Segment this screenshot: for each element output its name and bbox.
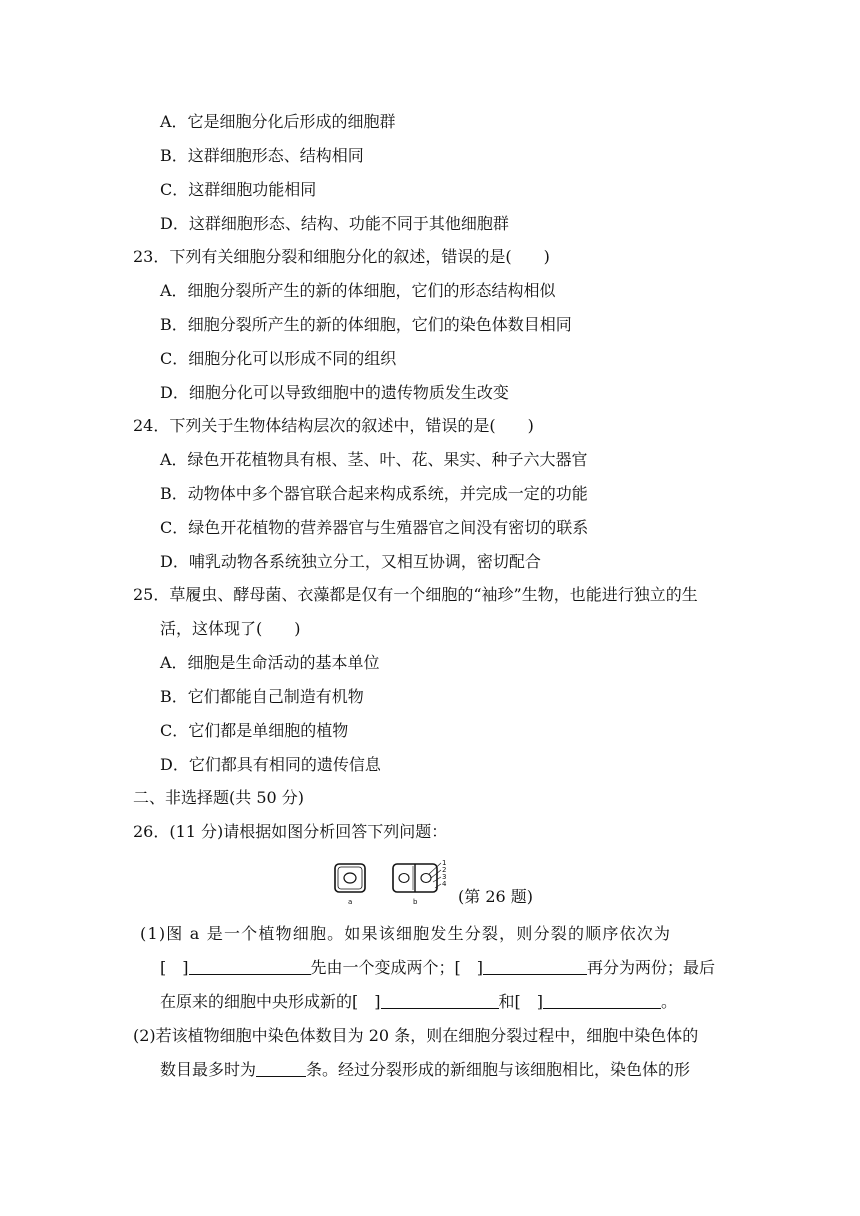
pointer-line-2 (431, 870, 441, 878)
q23-option-a: A．细胞分裂所产生的新的体细胞，它们的形态结构相似 (160, 281, 556, 300)
q23-option-d: D．细胞分化可以导致细胞中的遗传物质发生改变 (160, 383, 509, 402)
figure-label-b: b (413, 898, 418, 906)
answer-blank-5[interactable] (256, 1060, 306, 1077)
figure-number-4: 4 (442, 880, 447, 888)
cell-a-membrane (338, 867, 362, 889)
cell-division-figure (333, 858, 573, 906)
q26-part1-line3 (160, 992, 677, 1012)
section-heading: 二、非选择题(共 50 分) (133, 788, 305, 807)
q26-part1-line2 (160, 958, 715, 978)
q25-stem-line2: 活，这体现了( ) (160, 619, 301, 638)
q26-part1-text-2: 先由一个变成两个；[ ] (310, 958, 483, 977)
q24-option-d: D．哺乳动物各系统独立分工，又相互协调，密切配合 (160, 552, 541, 571)
q26-part1-bracket-1: [ ] (160, 958, 189, 977)
q22-option-c: C．这群细胞功能相同 (160, 180, 317, 199)
q24-stem: 24．下列关于生物体结构层次的叙述中，错误的是( ) (133, 416, 534, 435)
q24-option-c: C．绿色开花植物的营养器官与生殖器官之间没有密切的联系 (160, 518, 589, 537)
q22-option-a: A．它是细胞分化后形成的细胞群 (160, 112, 396, 131)
q23-option-c: C．细胞分化可以形成不同的组织 (160, 349, 397, 368)
q25-stem-line1: 25．草履虫、酵母菌、衣藻都是仅有一个细胞的“袖珍”生物，也能进行独立的生 (133, 585, 698, 604)
q24-option-b: B．动物体中多个器官联合起来构成系统，并完成一定的功能 (160, 484, 588, 503)
answer-blank-1[interactable] (189, 958, 311, 975)
figure-number-2: 2 (442, 866, 447, 874)
q22-option-b: B．这群细胞形态、结构相同 (160, 146, 364, 165)
q23-option-b: B．细胞分裂所产生的新的体细胞，它们的染色体数目相同 (160, 315, 572, 334)
q25-option-a: A．细胞是生命活动的基本单位 (160, 653, 380, 672)
q26-part1-text-6: 。 (661, 992, 678, 1011)
figure-number-1: 1 (442, 859, 447, 867)
figure-number-3: 3 (442, 873, 447, 881)
q26-part1-text-3: 再分为两份；最后 (587, 958, 716, 977)
q26-part2-text-2: 条。经过分裂形成的新细胞与该细胞相比，染色体的形 (306, 1060, 691, 1079)
q23-stem: 23．下列有关细胞分裂和细胞分化的叙述，错误的是( ) (133, 247, 550, 266)
q26-stem: 26．(11 分)请根据如图分析回答下列问题： (133, 822, 448, 841)
q26-part2-line1: (2)若该植物细胞中染色体数目为 20 条，则在细胞分裂过程中，细胞中染色体的 (133, 1026, 699, 1045)
q25-option-c: C．它们都是单细胞的植物 (160, 721, 349, 740)
q26-part1-line1: (1)图 a 是一个植物细胞。如果该细胞发生分裂，则分裂的顺序依次为 (140, 924, 672, 943)
q26-part2-line2 (160, 1060, 690, 1080)
q26-part1-text-4: 在原来的细胞中央形成新的[ ] (160, 992, 381, 1011)
pointer-line-4 (435, 884, 441, 888)
q26-part2-text-1: 数目最多时为 (160, 1060, 257, 1079)
q25-option-b: B．它们都能自己制造有机物 (160, 687, 364, 706)
q25-option-d: D．它们都具有相同的遗传信息 (160, 755, 381, 774)
cell-b-nucleus-left (399, 874, 409, 883)
cell-diagram (333, 858, 573, 906)
q26-part1-text-5: 和[ ] (498, 992, 543, 1011)
cell-b-nucleus-right (421, 874, 431, 883)
cell-a-nucleus (344, 873, 356, 883)
figure-label-a: a (348, 898, 353, 906)
q22-option-d: D．这群细胞形态、结构、功能不同于其他细胞群 (160, 214, 509, 233)
figure-caption: (第 26 题) (458, 887, 534, 906)
cell-a-wall (335, 864, 365, 892)
answer-blank-4[interactable] (543, 992, 661, 1009)
q24-option-a: A．绿色开花植物具有根、茎、叶、花、果实、种子六大器官 (160, 450, 588, 469)
answer-blank-3[interactable] (381, 992, 499, 1009)
answer-blank-2[interactable] (483, 958, 587, 975)
